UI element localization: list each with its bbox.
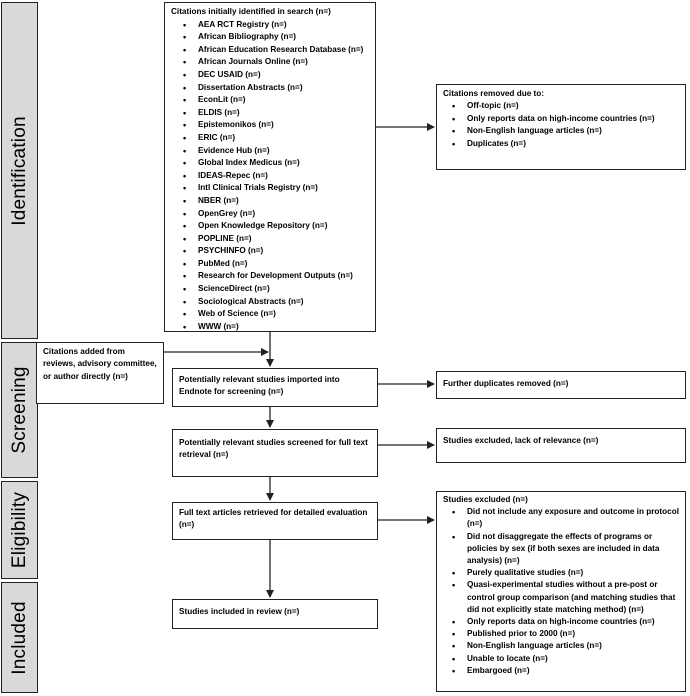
list-item: • African Journals Online (n=)	[198, 56, 369, 69]
list-item: • Global Index Medicus (n=)	[198, 157, 369, 170]
citations-removed-box	[436, 84, 686, 170]
search-sources-box	[164, 2, 376, 332]
included-box	[172, 599, 378, 629]
phase-label: Included	[8, 600, 30, 675]
list-item: • Published prior to 2000 (n=)	[467, 628, 679, 640]
list-item: • PSYCHINFO (n=)	[198, 245, 369, 258]
list-item: • Quasi-experimental studies without a pre-post or control group comparison (and matching studies that did not explicitly state matching method) (n=)	[467, 579, 679, 616]
excluded-relevance-box	[436, 428, 686, 463]
list-item: • AEA RCT Registry (n=)	[198, 19, 369, 32]
excluded-relevance-text: Studies excluded, lack of relevance (n=)	[443, 436, 599, 445]
list-item: • Unable to locate (n=)	[467, 653, 679, 665]
included-text: Studies included in review (n=)	[179, 607, 300, 616]
phase-label: Eligibility	[8, 491, 30, 569]
list-item: • Research for Development Outputs (n=)	[198, 270, 369, 283]
excluded-title: Studies excluded (n=)	[443, 495, 528, 504]
list-item: • Dissertation Abstracts (n=)	[198, 82, 369, 95]
removed-title: Citations removed due to:	[443, 89, 544, 98]
database-list	[171, 19, 369, 334]
list-item: • Off-topic (n=)	[467, 100, 679, 112]
list-item: • ScienceDirect (n=)	[198, 283, 369, 296]
list-item: • Evidence Hub (n=)	[198, 145, 369, 158]
list-item: • NBER (n=)	[198, 195, 369, 208]
imported-text: Potentially relevant studies imported into Endnote for screening (n=)	[179, 375, 340, 397]
phase-label: Identification	[8, 115, 30, 226]
list-item: • African Education Research Database (n=)	[198, 44, 369, 57]
list-item: • DEC USAID (n=)	[198, 69, 369, 82]
list-item: • Epistemonikos (n=)	[198, 119, 369, 132]
list-item: • PubMed (n=)	[198, 258, 369, 271]
added-text: Citations added from reviews, advisory committee, or author directly (n=)	[43, 347, 157, 381]
fulltext-box	[172, 502, 378, 540]
list-item: • Did not include any exposure and outcome in protocol (n=)	[467, 506, 679, 530]
list-item: • African Bibliography (n=)	[198, 31, 369, 44]
list-item: • WWW (n=)	[198, 321, 369, 334]
list-item: • Only reports data on high-income countries (n=)	[467, 113, 679, 125]
list-item: • Duplicates (n=)	[467, 138, 679, 150]
screened-text: Potentially relevant studies screened for full text retrieval (n=)	[179, 438, 368, 460]
exclusion-reason-list	[443, 506, 679, 677]
list-item: • Non-English language articles (n=)	[467, 640, 679, 652]
further-duplicates-box	[436, 371, 686, 399]
list-item: • POPLINE (n=)	[198, 233, 369, 246]
citations-added-box	[36, 342, 164, 404]
list-item: • OpenGrey (n=)	[198, 208, 369, 221]
list-item: • Non-English language articles (n=)	[467, 125, 679, 137]
fulltext-text: Full text articles retrieved for detailed evaluation (n=)	[179, 508, 368, 530]
list-item: • EconLit (n=)	[198, 94, 369, 107]
screened-box	[172, 429, 378, 477]
list-item: • Purely qualitative studies (n=)	[467, 567, 679, 579]
list-item: • Intl Clinical Trials Registry (n=)	[198, 182, 369, 195]
list-item: • ERIC (n=)	[198, 132, 369, 145]
imported-box	[172, 368, 378, 407]
list-item: • Only reports data on high-income countries (n=)	[467, 616, 679, 628]
list-item: • Web of Science (n=)	[198, 308, 369, 321]
list-item: • Did not disaggregate the effects of programs or policies by sex (if both sexes are included in data analysis) (n=)	[467, 531, 679, 568]
list-item: • IDEAS-Repec (n=)	[198, 170, 369, 183]
studies-excluded-box	[436, 491, 686, 692]
list-item: • Open Knowledge Repository (n=)	[198, 220, 369, 233]
list-item: • Embargoed (n=)	[467, 665, 679, 677]
further-duplicates-text: Further duplicates removed (n=)	[443, 379, 569, 388]
removed-list	[443, 100, 679, 150]
search-title: Citations initially identified in search (n=)	[171, 7, 331, 16]
list-item: • ELDIS (n=)	[198, 107, 369, 120]
list-item: • Sociological Abstracts (n=)	[198, 296, 369, 309]
phase-label: Screening	[8, 366, 30, 454]
